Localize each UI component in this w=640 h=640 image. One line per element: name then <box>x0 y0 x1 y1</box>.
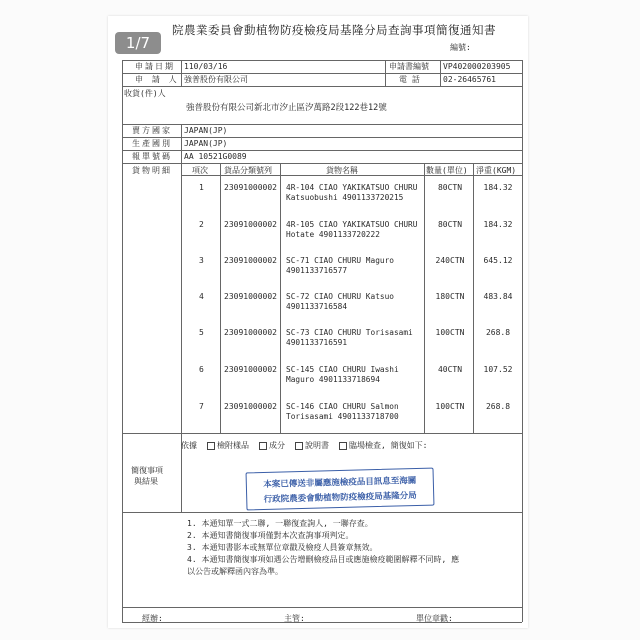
applicant-label: 申 請 人 <box>135 75 179 84</box>
item-code: 23091000002 <box>224 402 277 411</box>
apply-date-value: 110/03/16 <box>184 62 228 71</box>
item-qty: 240CTN <box>435 256 465 265</box>
item-qty: 40CTN <box>437 365 463 374</box>
table-row <box>164 256 524 294</box>
check-inspection-label: 臨場檢查, 簡復如下: <box>349 441 428 450</box>
item-code: 23091000002 <box>224 220 277 229</box>
declaration-label: 報單號碼 <box>132 152 172 161</box>
phone-label: 電 話 <box>399 75 420 84</box>
item-name: 4R-104 CIAO YAKIKATSUO CHURU Katsuobushi 4901133720215 <box>286 183 418 202</box>
item-weight: 645.12 <box>483 256 513 265</box>
item-index: 5 <box>199 328 204 337</box>
check-sample-label: 檢附樣品 <box>217 441 249 450</box>
check-manual[interactable] <box>295 440 329 451</box>
table-row <box>164 328 524 366</box>
page-indicator: 1/7 <box>115 32 161 54</box>
checkbox-icon <box>259 442 267 450</box>
apply-no-label: 申請書編號 <box>389 62 429 71</box>
basis-label: 依據 <box>181 441 197 450</box>
apply-no-value: VP402000203905 <box>443 62 511 71</box>
item-index: 6 <box>199 365 204 374</box>
seller-country-label: 賣方國家 <box>132 126 172 135</box>
note-item: 2. 本通知書簡復事項僅對本次查詢事項判定。 <box>187 531 354 540</box>
note-item: 1. 本通知單一式二聯, 一聯復查詢人, 一聯存查。 <box>187 519 373 528</box>
item-index: 2 <box>199 220 204 229</box>
official-stamp <box>246 468 435 511</box>
origin-value: JAPAN(JP) <box>184 139 228 148</box>
item-code: 23091000002 <box>224 365 277 374</box>
item-qty: 80CTN <box>437 183 463 192</box>
item-weight: 184.32 <box>483 220 513 229</box>
note-item: 以公告或解釋函內容為準。 <box>187 567 283 576</box>
item-name: SC-71 CIAO CHURU Maguro 4901133716577 <box>286 256 394 275</box>
item-name: SC-73 CIAO CHURU Torisasami 4901133716591 <box>286 328 413 347</box>
table-row <box>164 292 524 330</box>
item-index: 1 <box>199 183 204 192</box>
result-section-label-2: 與結果 <box>134 477 158 486</box>
item-index: 7 <box>199 402 204 411</box>
note-item: 3. 本通知書影本或無單位章戳及檢疫人員簽章無效。 <box>187 543 378 552</box>
item-weight: 107.52 <box>483 365 513 374</box>
check-ingredient[interactable] <box>259 440 285 451</box>
applicant-value: 強普股份有限公司 <box>184 75 248 84</box>
col-idx-header: 項次 <box>192 166 208 175</box>
item-name: SC-72 CIAO CHURU Katsuo 4901133716584 <box>286 292 394 311</box>
seller-country-value: JAPAN(JP) <box>184 126 228 135</box>
stamp-line-2: 行政院農委會動植物防疫檢疫局基隆分局 <box>263 490 417 505</box>
checkbox-icon <box>339 442 347 450</box>
item-index: 3 <box>199 256 204 265</box>
item-qty: 80CTN <box>437 220 463 229</box>
number-label: 編號: <box>450 43 471 52</box>
checkbox-icon <box>207 442 215 450</box>
item-weight: 268.8 <box>485 328 511 337</box>
notes-list <box>187 518 517 578</box>
item-qty: 100CTN <box>435 402 465 411</box>
checkbox-icon <box>295 442 303 450</box>
stamp-line-1: 本案已傳送非屬應施檢疫品目訊息至海關 <box>263 476 417 491</box>
col-qty-header: 數量(單位) <box>426 166 468 175</box>
table-row <box>164 183 524 221</box>
col-code-header: 貨品分類號列 <box>224 166 272 175</box>
basis-row <box>181 440 427 451</box>
document-title: 院農業委員會動植物防疫檢疫局基隆分局查詢事項簡復通知書 <box>172 23 496 37</box>
item-qty: 180CTN <box>435 292 465 301</box>
table-row <box>164 365 524 403</box>
col-weight-header: 淨重(KGM) <box>476 166 517 175</box>
note-item: 4. 本通知書簡復事項如遇公告增刪檢疫品目或應施檢疫範圍解釋不同時, 應 <box>187 555 460 564</box>
item-name: 4R-105 CIAO YAKIKATSUO CHURU Hotate 4901133720222 <box>286 220 418 239</box>
table-row <box>164 402 524 440</box>
item-code: 23091000002 <box>224 256 277 265</box>
item-code: 23091000002 <box>224 183 277 192</box>
origin-label: 生產國別 <box>132 139 172 148</box>
item-name: SC-145 CIAO CHURU Iwashi Maguro 4901133718694 <box>286 365 399 384</box>
consignee-label: 收貨(件)人 <box>124 89 166 98</box>
supervisor-label: 主管: <box>284 614 305 623</box>
declaration-value: AA 10521G0089 <box>184 152 247 161</box>
consignee-value: 強普股份有限公司新北市汐止區汐萬路2段122巷12號 <box>186 103 387 113</box>
col-name-header: 貨物名稱 <box>326 166 358 175</box>
apply-date-label: 申請日期 <box>135 62 175 71</box>
check-manual-label: 說明書 <box>305 441 329 450</box>
goods-section-label: 貨物明細 <box>132 166 172 175</box>
item-name: SC-146 CIAO CHURU Salmon Torisasami 4901133718700 <box>286 402 399 421</box>
item-code: 23091000002 <box>224 328 277 337</box>
item-weight: 184.32 <box>483 183 513 192</box>
seal-label: 單位章戳: <box>416 614 453 623</box>
result-section-label: 簡復事項 <box>131 466 163 475</box>
check-sample[interactable] <box>207 440 249 451</box>
phone-value: 02-26465761 <box>443 75 496 84</box>
item-weight: 268.8 <box>485 402 511 411</box>
item-weight: 483.84 <box>483 292 513 301</box>
handler-label: 經辦: <box>142 614 163 623</box>
item-code: 23091000002 <box>224 292 277 301</box>
check-inspection[interactable] <box>339 440 427 451</box>
item-index: 4 <box>199 292 204 301</box>
check-ingredient-label: 成分 <box>269 441 285 450</box>
item-qty: 100CTN <box>435 328 465 337</box>
table-row <box>164 220 524 258</box>
